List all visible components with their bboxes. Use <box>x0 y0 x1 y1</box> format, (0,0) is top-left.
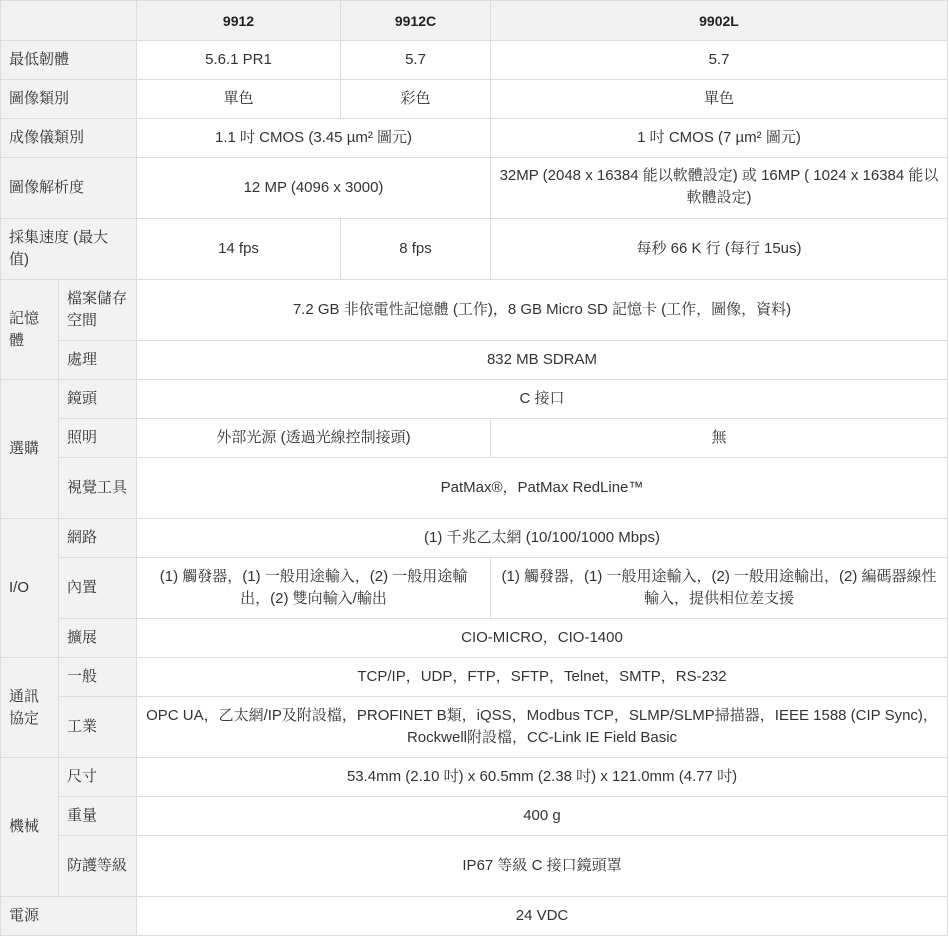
label-memory-storage: 檔案儲存空間 <box>59 280 137 341</box>
resolution-9902l: 32MP (2048 x 16384 能以軟體設定) 或 16MP ( 1024 x 16384 能以軟體設定) <box>491 158 948 219</box>
options-vision-tools-value: PatMax®，PatMax RedLine™ <box>137 458 948 519</box>
mechanical-protection-value: IP67 等級 C 接口鏡頭罩 <box>137 836 948 897</box>
row-firmware <box>1 41 948 80</box>
label-io: I/O <box>1 519 59 658</box>
acq-rate-9912: 14 fps <box>137 219 341 280</box>
label-protocols-general: 一般 <box>59 658 137 697</box>
header-9902l: 9902L <box>491 1 948 41</box>
label-image-type: 圖像類別 <box>1 80 137 119</box>
row-acq-rate <box>1 219 948 280</box>
image-type-9912c: 彩色 <box>341 80 491 119</box>
label-options-vision-tools: 視覺工具 <box>59 458 137 519</box>
label-resolution: 圖像解析度 <box>1 158 137 219</box>
label-io-expansion: 擴展 <box>59 619 137 658</box>
options-lens-value: C 接口 <box>137 380 948 419</box>
row-io-expansion <box>1 619 948 658</box>
row-memory-processing <box>1 341 948 380</box>
label-options-lens: 鏡頭 <box>59 380 137 419</box>
header-9912c: 9912C <box>341 1 491 41</box>
io-builtin-9902l: (1) 觸發器，(1) 一般用途輸入，(2) 一般用途輸出，(2) 編碼器線性輸入，提供相位差支援 <box>491 558 948 619</box>
row-protocols-general <box>1 658 948 697</box>
row-io-network <box>1 519 948 558</box>
label-io-builtin: 內置 <box>59 558 137 619</box>
mechanical-dimensions-value: 53.4mm (2.10 吋) x 60.5mm (2.38 吋) x 121.0mm (4.77 吋) <box>137 758 948 797</box>
label-firmware: 最低韌體 <box>1 41 137 80</box>
label-mechanical-protection: 防護等級 <box>59 836 137 897</box>
firmware-9912c: 5.7 <box>341 41 491 80</box>
label-mechanical-weight: 重量 <box>59 797 137 836</box>
label-protocols-industrial: 工業 <box>59 697 137 758</box>
header-corner <box>1 1 137 41</box>
row-options-vision-tools <box>1 458 948 519</box>
row-protocols-industrial <box>1 697 948 758</box>
firmware-9902l: 5.7 <box>491 41 948 80</box>
memory-storage-value: 7.2 GB 非依電性記憶體 (工作)，8 GB Micro SD 記憶卡 (工作，圖像，資料) <box>137 280 948 341</box>
imager-type-9912-9912c: 1.1 吋 CMOS (3.45 µm² 圖元) <box>137 119 491 158</box>
row-io-builtin <box>1 558 948 619</box>
mechanical-weight-value: 400 g <box>137 797 948 836</box>
row-imager-type <box>1 119 948 158</box>
io-expansion-value: CIO-MICRO，CIO-1400 <box>137 619 948 658</box>
label-mechanical-dimensions: 尺寸 <box>59 758 137 797</box>
row-memory-storage <box>1 280 948 341</box>
row-mechanical-weight <box>1 797 948 836</box>
label-protocols: 通訊協定 <box>1 658 59 758</box>
imager-type-9902l: 1 吋 CMOS (7 µm² 圖元) <box>491 119 948 158</box>
power-value: 24 VDC <box>137 897 948 936</box>
label-options-lighting: 照明 <box>59 419 137 458</box>
acq-rate-9912c: 8 fps <box>341 219 491 280</box>
firmware-9912: 5.6.1 PR1 <box>137 41 341 80</box>
label-memory: 記憶體 <box>1 280 59 380</box>
resolution-9912-9912c: 12 MP (4096 x 3000) <box>137 158 491 219</box>
row-mechanical-dimensions <box>1 758 948 797</box>
protocols-industrial-value: OPC UA，乙太網/IP及附設檔，PROFINET B類，iQSS，Modbus TCP，SLMP/SLMP掃描器，IEEE 1588 (CIP Sync)，Rockwell附設檔，CC-Link IE Field Basic <box>137 697 948 758</box>
label-power: 電源 <box>1 897 137 936</box>
label-io-network: 網路 <box>59 519 137 558</box>
row-mechanical-protection <box>1 836 948 897</box>
io-builtin-9912-9912c: (1) 觸發器，(1) 一般用途輸入，(2) 一般用途輸出，(2) 雙向輸入/輸出 <box>137 558 491 619</box>
label-options: 選購 <box>1 380 59 519</box>
image-type-9912: 單色 <box>137 80 341 119</box>
header-row <box>1 1 948 41</box>
row-options-lighting <box>1 419 948 458</box>
header-9912: 9912 <box>137 1 341 41</box>
io-network-value: (1) 千兆乙太網 (10/100/1000 Mbps) <box>137 519 948 558</box>
image-type-9902l: 單色 <box>491 80 948 119</box>
row-resolution <box>1 158 948 219</box>
row-power <box>1 897 948 936</box>
row-options-lens <box>1 380 948 419</box>
row-image-type <box>1 80 948 119</box>
acq-rate-9902l: 每秒 66 K 行 (每行 15us) <box>491 219 948 280</box>
protocols-general-value: TCP/IP，UDP，FTP，SFTP，Telnet，SMTP，RS-232 <box>137 658 948 697</box>
label-mechanical: 機械 <box>1 758 59 897</box>
label-acq-rate: 採集速度 (最大值) <box>1 219 137 280</box>
label-imager-type: 成像儀類別 <box>1 119 137 158</box>
options-lighting-9912-9912c: 外部光源 (透過光線控制接頭) <box>137 419 491 458</box>
memory-processing-value: 832 MB SDRAM <box>137 341 948 380</box>
options-lighting-9902l: 無 <box>491 419 948 458</box>
label-memory-processing: 處理 <box>59 341 137 380</box>
